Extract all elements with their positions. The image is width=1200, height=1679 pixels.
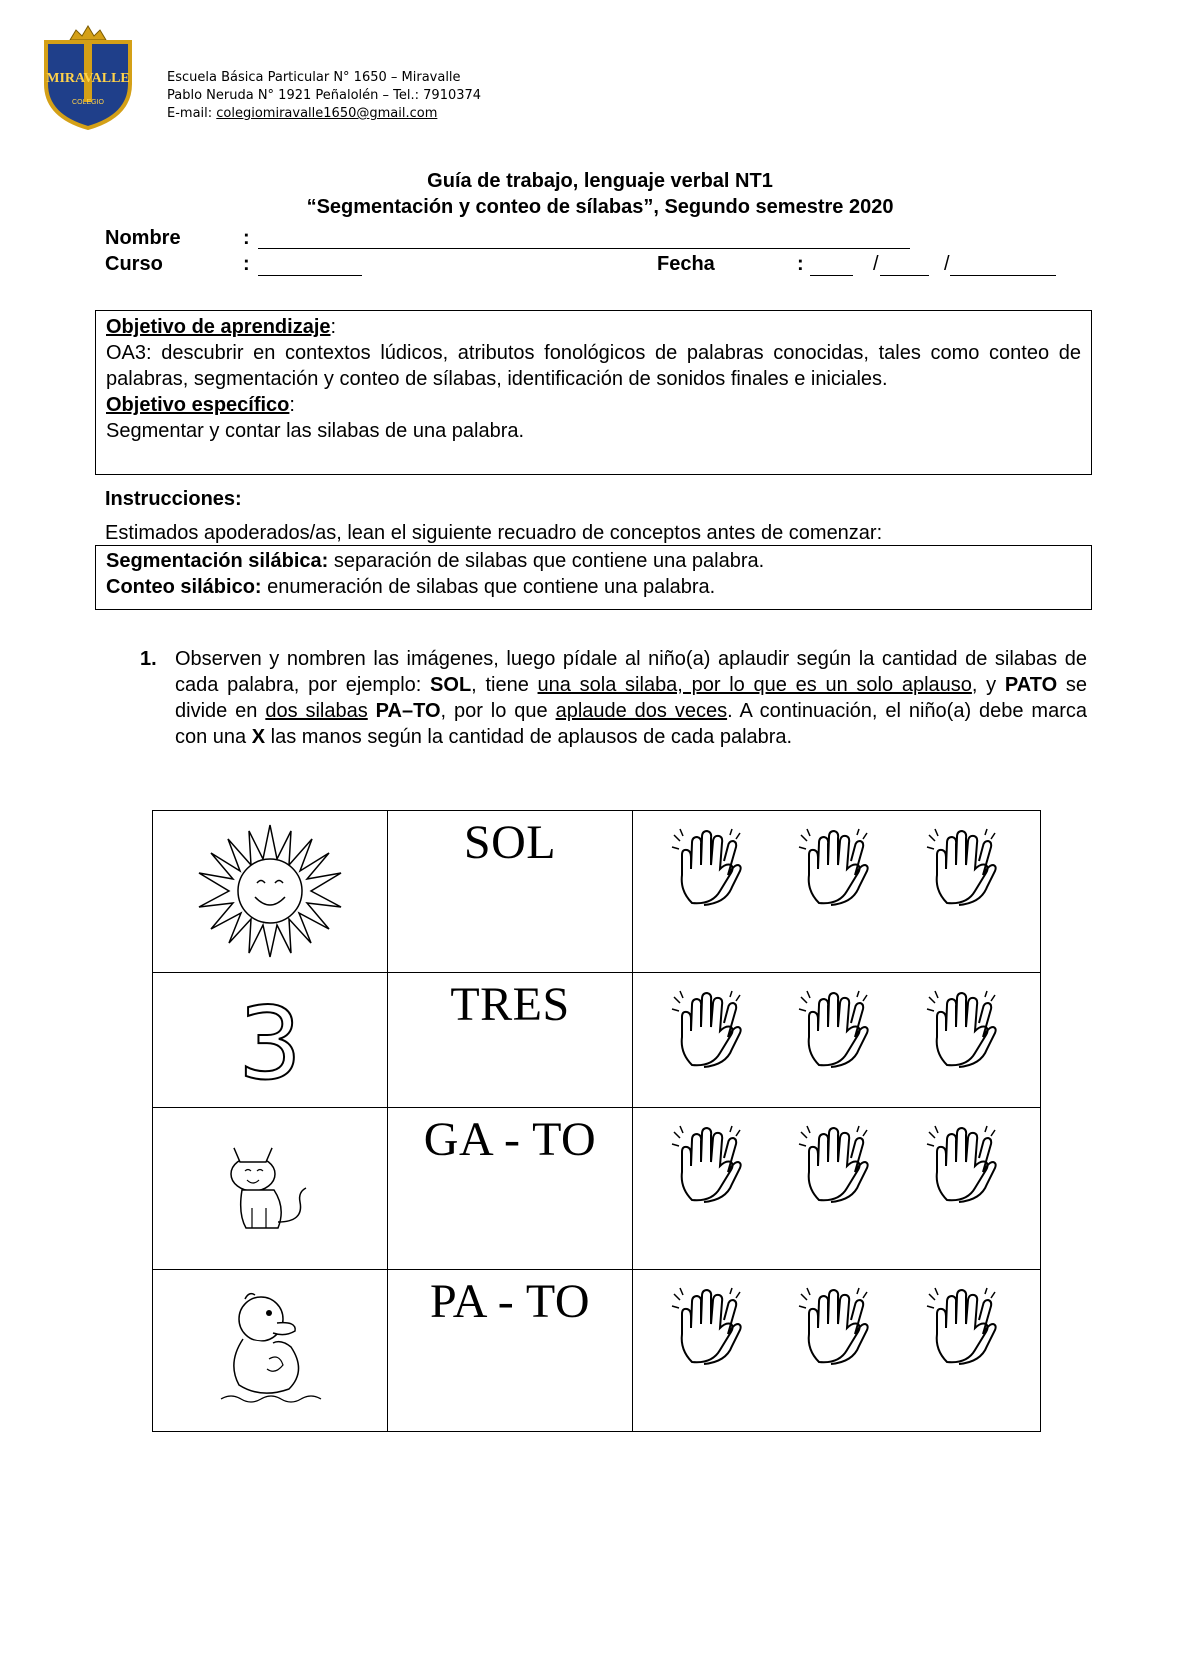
objective-text: OA3: descubrir en contextos lúdicos, atributos fonológicos de palabras conocidas, tales como conteo de palabras, segmentación y conteo de sílabas, identificación de sonidos finales e iniciales. <box>106 342 1081 390</box>
hands-cell <box>633 973 1041 1108</box>
fecha-slash-2: / <box>944 253 950 275</box>
clapping-hands-icon[interactable] <box>925 825 1003 907</box>
exercise-number: 1. <box>140 648 157 670</box>
svg-text:3: 3 <box>238 989 302 1090</box>
image-cell <box>153 1108 388 1270</box>
clapping-hands-icon[interactable] <box>925 1284 1003 1366</box>
table-row <box>153 811 1041 973</box>
table-row <box>153 973 1041 1108</box>
clapping-hands-icon[interactable] <box>925 987 1003 1069</box>
hands-cell <box>633 1108 1041 1270</box>
school-name: Escuela Básica Particular N° 1650 – Miravalle <box>167 70 461 85</box>
nombre-field[interactable] <box>258 248 910 249</box>
hands-cell <box>633 1270 1041 1432</box>
clapping-hands-icon[interactable] <box>797 987 875 1069</box>
concept-segmentation: Segmentación silábica: separación de silabas que contiene una palabra. <box>106 550 765 572</box>
hands-cell <box>633 811 1041 973</box>
fecha-month-field[interactable] <box>880 275 929 276</box>
objective-box <box>95 310 1092 475</box>
svg-text:COLEGIO: COLEGIO <box>72 99 104 106</box>
instructions-intro: Estimados apoderados/as, lean el siguiente recuadro de conceptos antes de comenzar: <box>105 522 883 544</box>
curso-label: Curso <box>105 253 163 275</box>
specific-objective-text: Segmentar y contar las silabas de una palabra. <box>106 420 525 442</box>
page-subtitle: “Segmentación y conteo de sílabas”, Segundo semestre 2020 <box>306 196 894 218</box>
school-logo <box>40 24 136 130</box>
fecha-year-field[interactable] <box>950 275 1056 276</box>
clapping-hands-icon[interactable] <box>670 1122 748 1204</box>
image-cell <box>153 1270 388 1432</box>
fecha-label: Fecha <box>657 253 715 275</box>
fecha-colon: : <box>797 253 804 275</box>
clapping-hands-icon[interactable] <box>670 987 748 1069</box>
duck-icon <box>215 1285 325 1415</box>
fecha-day-field[interactable] <box>810 275 853 276</box>
image-cell <box>153 973 388 1108</box>
cat-icon <box>220 1138 320 1238</box>
table-row <box>153 1108 1041 1270</box>
clapping-hands-icon[interactable] <box>797 825 875 907</box>
clapping-hands-icon[interactable] <box>670 1284 748 1366</box>
clapping-hands-icon[interactable] <box>670 825 748 907</box>
svg-text:MIRAVALLE: MIRAVALLE <box>46 71 130 86</box>
instructions-heading: Instrucciones: <box>105 488 242 510</box>
clapping-hands-icon[interactable] <box>925 1122 1003 1204</box>
email-link[interactable]: colegiomiravalle1650@gmail.com <box>216 106 438 121</box>
syllable-table <box>152 810 1041 1432</box>
image-cell <box>153 811 388 973</box>
word-cell <box>388 811 633 973</box>
curso-colon: : <box>243 253 250 275</box>
page-title: Guía de trabajo, lenguaje verbal NT1 <box>427 170 773 192</box>
clapping-hands-icon[interactable] <box>797 1122 875 1204</box>
concept-counting: Conteo silábico: enumeración de silabas que contiene una palabra. <box>106 576 716 598</box>
word-cell <box>388 973 633 1108</box>
nombre-colon: : <box>243 227 250 249</box>
fecha-slash-1: / <box>873 253 879 275</box>
school-address: Pablo Neruda N° 1921 Peñalolén – Tel.: 7910374 <box>167 88 482 103</box>
exercise-instructions: Observen y nombren las imágenes, luego pídale al niño(a) aplaudir según la cantidad de silabas de cada palabra, por ejemplo: SOL, tiene una sola silaba, por lo que es un solo aplauso, y PATO se divide en dos silabas PA–TO, por lo que aplaude dos veces. A continuación, el niño(a) debe marca con una X las manos según la cantidad de aplausos de cada palabra. <box>175 648 1088 748</box>
word-cell <box>388 1270 633 1432</box>
table-row <box>153 1270 1041 1432</box>
objective-heading: Objetivo de aprendizaje: <box>106 316 337 338</box>
curso-field[interactable] <box>258 275 362 276</box>
school-email: E-mail: colegiomiravalle1650@gmail.com <box>167 106 438 121</box>
sun-icon <box>195 821 345 961</box>
concepts-box <box>95 545 1092 610</box>
specific-objective-heading: Objetivo específico: <box>106 394 295 416</box>
number-three-icon <box>225 990 315 1090</box>
nombre-label: Nombre <box>105 227 181 249</box>
word-cell <box>388 1108 633 1270</box>
word-text: TRES <box>450 978 570 1031</box>
word-text: SOL <box>463 816 557 869</box>
word-text: PA - TO <box>429 1275 591 1328</box>
word-text: GA - TO <box>423 1113 597 1166</box>
clapping-hands-icon[interactable] <box>797 1284 875 1366</box>
